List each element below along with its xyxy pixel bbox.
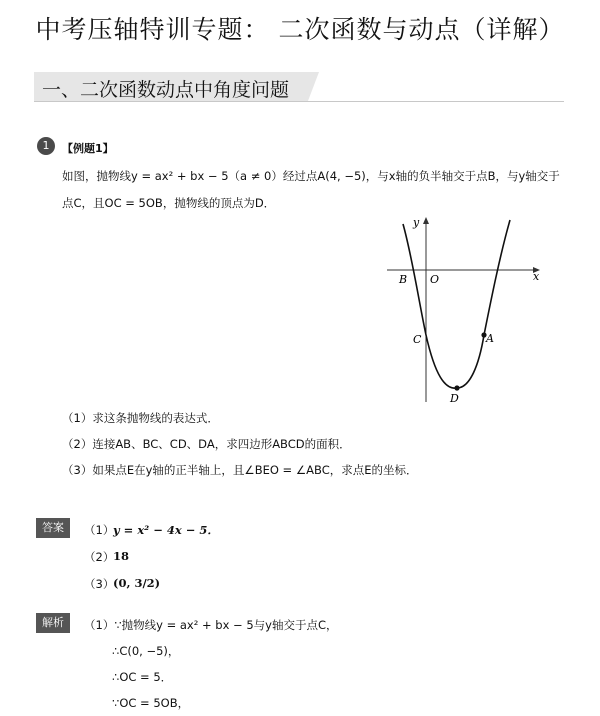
y-axis-arrow (423, 217, 429, 224)
parabola-figure (380, 212, 550, 408)
section-header (34, 72, 564, 102)
analysis-line-2: ∴C(0, −5)， (112, 644, 180, 658)
problem-line-2: 点C，且OC = 5OB，抛物线的顶点为D． (62, 196, 276, 210)
point-b-label: B (399, 273, 408, 286)
question-3: （3）如果点E在y轴的正半轴上，且∠BEO = ∠ABC，求点E的坐标． (62, 463, 418, 477)
y-axis-label: y (413, 216, 420, 229)
analysis-line-4: ∵OC = 5OB， (112, 696, 190, 710)
answer-2-text: 18 (113, 549, 130, 563)
problem-line-1: 如图，抛物线y = ax² + bx − 5（a ≠ 0）经过点A(4, −5)，与x轴的负半轴交于点B，与y轴交于 (62, 169, 560, 183)
point-a-label: A (486, 332, 494, 345)
analysis-line-1: （1）∵抛物线y = ax² + bx − 5与y轴交于点C， (84, 618, 338, 632)
answer-tag: 答案 (36, 518, 70, 538)
point-c-label: C (413, 333, 422, 346)
point-d (454, 385, 459, 390)
question-2: （2）连接AB、BC、CD、DA，求四边形ABCD的面积． (62, 437, 351, 451)
parabola-curve (403, 220, 510, 388)
example-label: 【例题1】 (62, 142, 114, 155)
answer-3-number: （3） (84, 577, 115, 591)
page-title: 中考压轴特训专题： 二次函数与动点（详解） (35, 15, 565, 44)
answer-2-number: （2） (84, 550, 115, 564)
example-number-badge: 1 (37, 137, 55, 155)
section-title: 一、二次函数动点中角度问题 (42, 79, 290, 101)
answer-1-text: y = x² − 4x − 5． (113, 523, 219, 537)
point-d-label: D (450, 392, 459, 405)
analysis-tag: 解析 (36, 613, 70, 633)
analysis-line-3: ∴OC = 5． (112, 670, 173, 684)
answer-3-text: (0, 3/2) (113, 576, 161, 590)
question-1: （1）求这条抛物线的表达式． (62, 411, 219, 425)
answer-1-number: （1） (84, 523, 115, 537)
x-axis-label: x (533, 270, 540, 283)
origin-label: O (430, 273, 440, 286)
